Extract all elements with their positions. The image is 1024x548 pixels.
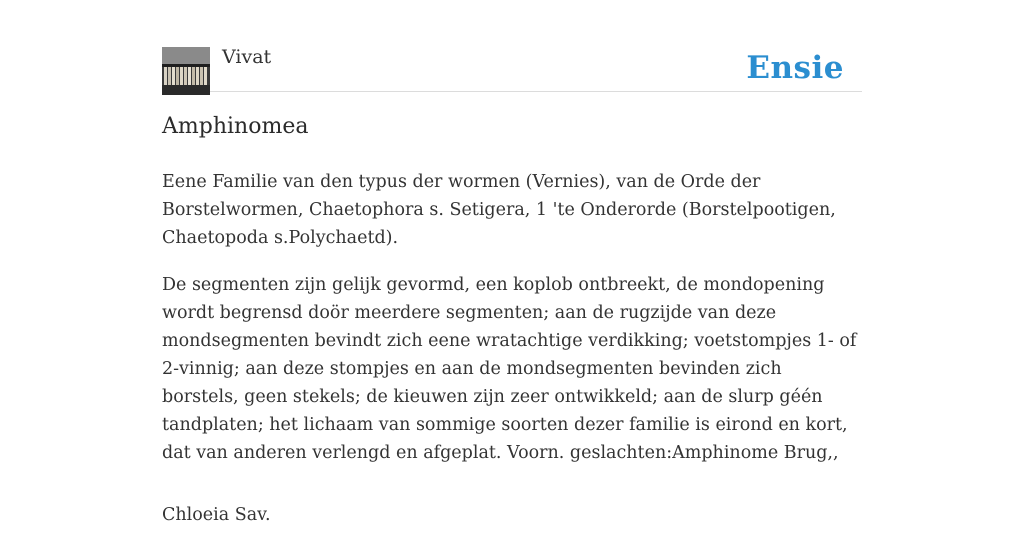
header (162, 0, 862, 92)
ensie-logo[interactable]: Ensie (746, 50, 844, 86)
article-title: Amphinomea (162, 114, 309, 139)
page (162, 0, 862, 525)
article-paragraph-1: Eene Familie van den typus der wormen (Vernies), van de Orde der Borstelwormen, Chaetophora s. Setigera, 1 'te Onderorde (Borstelpootigen, Chaetopoda s.Polychaetd). (162, 172, 836, 248)
article-body (162, 168, 862, 548)
article-paragraph-3: Chloeia Sav. (162, 505, 271, 525)
author-name[interactable]: Vivat (222, 46, 272, 68)
avatar[interactable] (162, 47, 210, 95)
books-icon (162, 47, 210, 95)
article-paragraph-2: De segmenten zijn gelijk gevormd, een koplob ontbreekt, de mondopening wordt begrensd doör meerdere segmenten; aan de rugzijde van deze mondsegmenten bevindt zich eene wratachtige verdikking; voetstompjes 1- of 2-vinnig; aan deze stompjes en aan de mondsegmenten bevinden zich borstels, geen stekels; de kieuwen zijn zeer ontwikkeld; aan de slurp géén tandplaten; het lichaam van sommige soorten dezer familie is eirond en kort, dat van anderen verlengd en afgeplat. Voorn. geslachten:Amphinome Brug,, (162, 275, 857, 463)
